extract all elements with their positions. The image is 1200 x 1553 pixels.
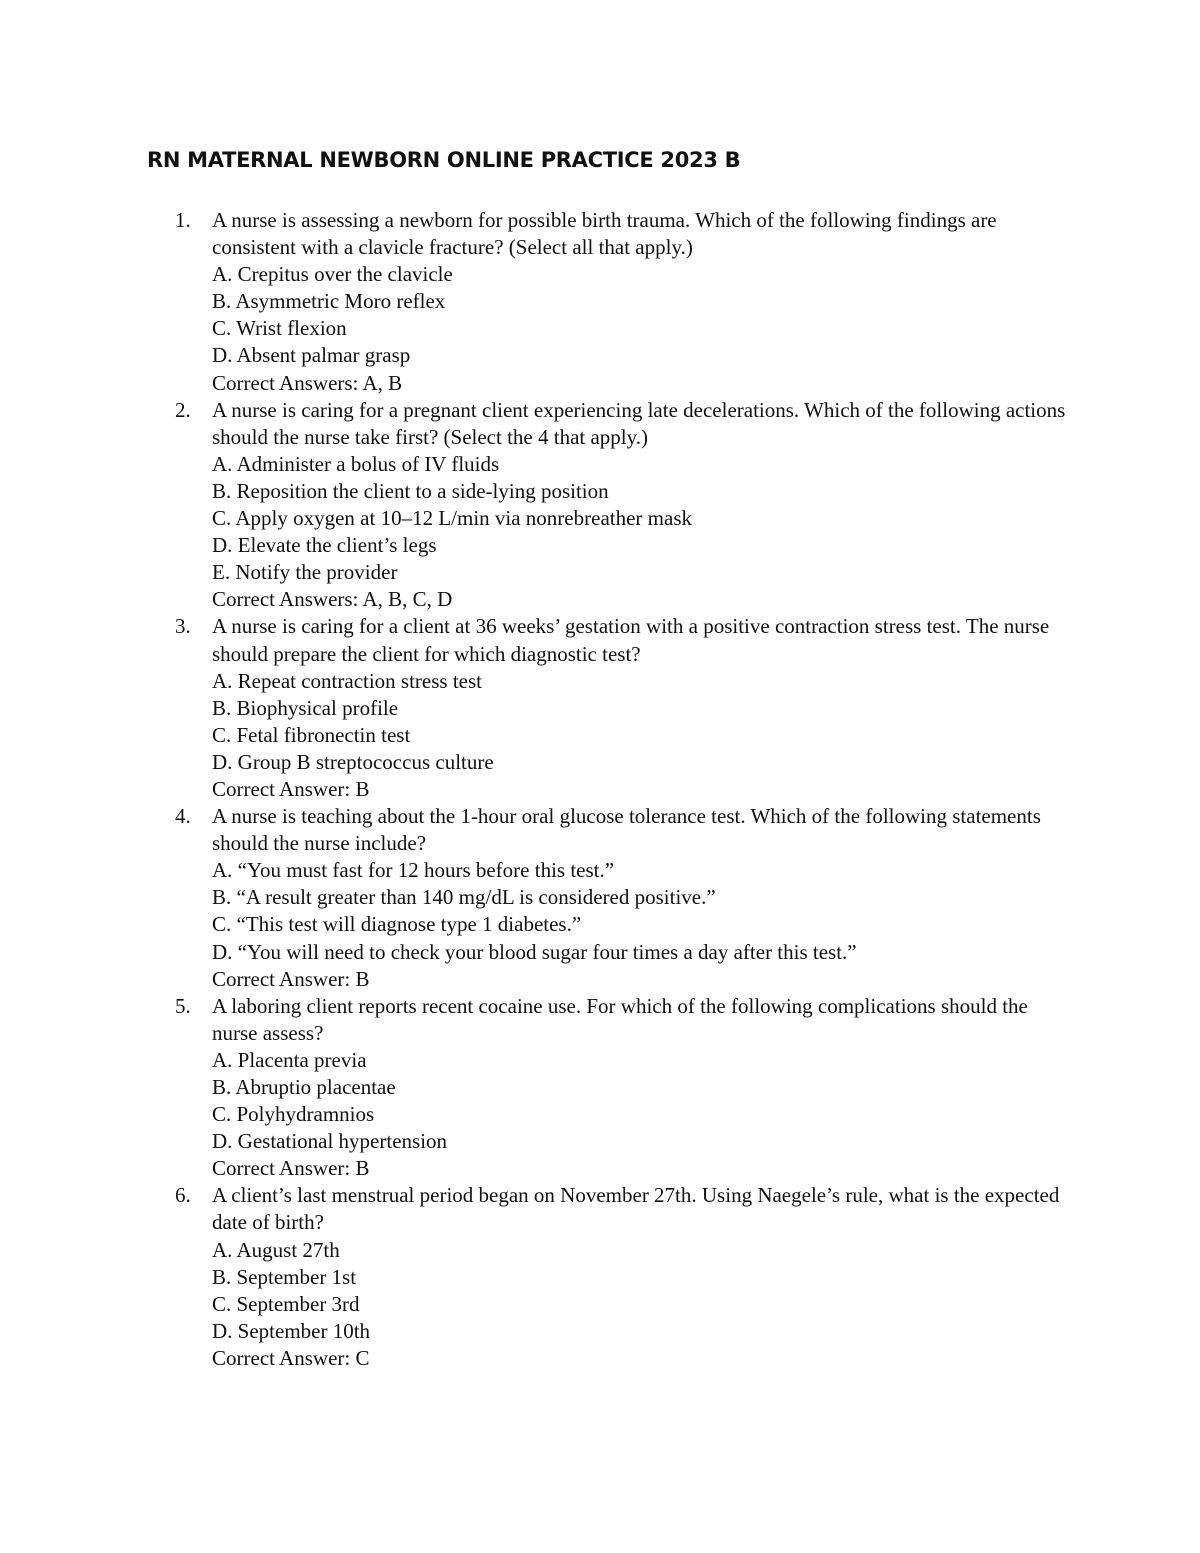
question-text: A nurse is teaching about the 1-hour oral glucose tolerance test. Which of the following statements should the nurse include? (212, 804, 1041, 856)
option-d: D. “You will need to check your blood sugar four times a day after this test.” (212, 939, 857, 964)
option-d: D. Gestational hypertension (212, 1129, 448, 1154)
option-c: C. Wrist flexion (212, 316, 347, 341)
question-3 (0, 613, 1200, 803)
option-c: C. Fetal fibronectin test (212, 722, 411, 747)
option-b: B. Biophysical profile (212, 695, 399, 720)
option-c: C. Polyhydramnios (212, 1102, 375, 1127)
question-text: A client’s last menstrual period began on November 27th. Using Naegele’s rule, what is the expected date of birth? (212, 1183, 1060, 1235)
question-text: A laboring client reports recent cocaine use. For which of the following complications should the nurse assess? (212, 993, 1028, 1045)
correct-answer: Correct Answers: A, B, C, D (212, 587, 453, 612)
question-text: A nurse is assessing a newborn for possible birth trauma. Which of the following findings are consistent with a clavicle fracture? (Select all that apply.) (212, 208, 997, 260)
correct-answer: Correct Answer: B (212, 966, 370, 991)
option-d: D. Group B streptococcus culture (212, 749, 494, 774)
question-number: 4. (175, 804, 191, 829)
answer-options (212, 451, 1200, 586)
option-e: E. Notify the provider (212, 560, 398, 585)
answer-options (212, 261, 1200, 369)
answer-options (212, 1047, 1200, 1155)
option-a: A. “You must fast for 12 hours before this test.” (212, 858, 615, 883)
option-b: B. Asymmetric Moro reflex (212, 289, 446, 314)
question-4 (0, 803, 1200, 993)
option-d: D. Absent palmar grasp (212, 343, 411, 368)
answer-options (212, 1237, 1200, 1345)
question-number: 2. (175, 397, 191, 422)
question-text: A nurse is caring for a pregnant client experiencing late decelerations. Which of the following actions should the nurse take first? (Select the 4 that apply.) (212, 397, 1066, 449)
option-a: A. Administer a bolus of IV fluids (212, 451, 500, 476)
option-b: B. Abruptio placentae (212, 1075, 396, 1099)
answer-options (212, 668, 1200, 776)
option-c: C. “This test will diagnose type 1 diabetes.” (212, 912, 582, 937)
option-a: A. Repeat contraction stress test (212, 668, 483, 693)
document-title: RN MATERNAL NEWBORN ONLINE PRACTICE 2023 B (147, 148, 741, 172)
option-a: A. Crepitus over the clavicle (212, 262, 453, 287)
answer-options (212, 857, 1200, 965)
option-d: D. Elevate the client’s legs (212, 533, 437, 558)
option-c: C. September 3rd (212, 1291, 360, 1316)
question-number: 5. (175, 993, 191, 1018)
question-1 (0, 207, 1200, 397)
correct-answer: Correct Answer: B (212, 776, 370, 801)
option-b: B. “A result greater than 140 mg/dL is considered positive.” (212, 885, 716, 910)
question-number: 1. (175, 208, 191, 232)
option-b: B. Reposition the client to a side-lying position (212, 478, 609, 503)
question-list (0, 207, 1200, 1372)
correct-answer: Correct Answer: C (212, 1345, 370, 1370)
correct-answer: Correct Answer: B (212, 1156, 370, 1181)
question-text: A nurse is caring for a client at 36 weeks’ gestation with a positive contraction stress test. The nurse should prepare the client for which diagnostic test? (212, 614, 1050, 666)
question-number: 6. (175, 1183, 191, 1208)
option-d: D. September 10th (212, 1318, 371, 1343)
question-number: 3. (175, 614, 191, 639)
option-a: A. Placenta previa (212, 1047, 367, 1072)
option-a: A. August 27th (212, 1237, 340, 1262)
question-6 (0, 1182, 1200, 1372)
option-b: B. September 1st (212, 1264, 357, 1289)
option-c: C. Apply oxygen at 10–12 L/min via nonrebreather mask (212, 506, 692, 531)
question-5 (0, 993, 1200, 1183)
correct-answer: Correct Answers: A, B (212, 370, 403, 395)
question-2 (0, 397, 1200, 614)
